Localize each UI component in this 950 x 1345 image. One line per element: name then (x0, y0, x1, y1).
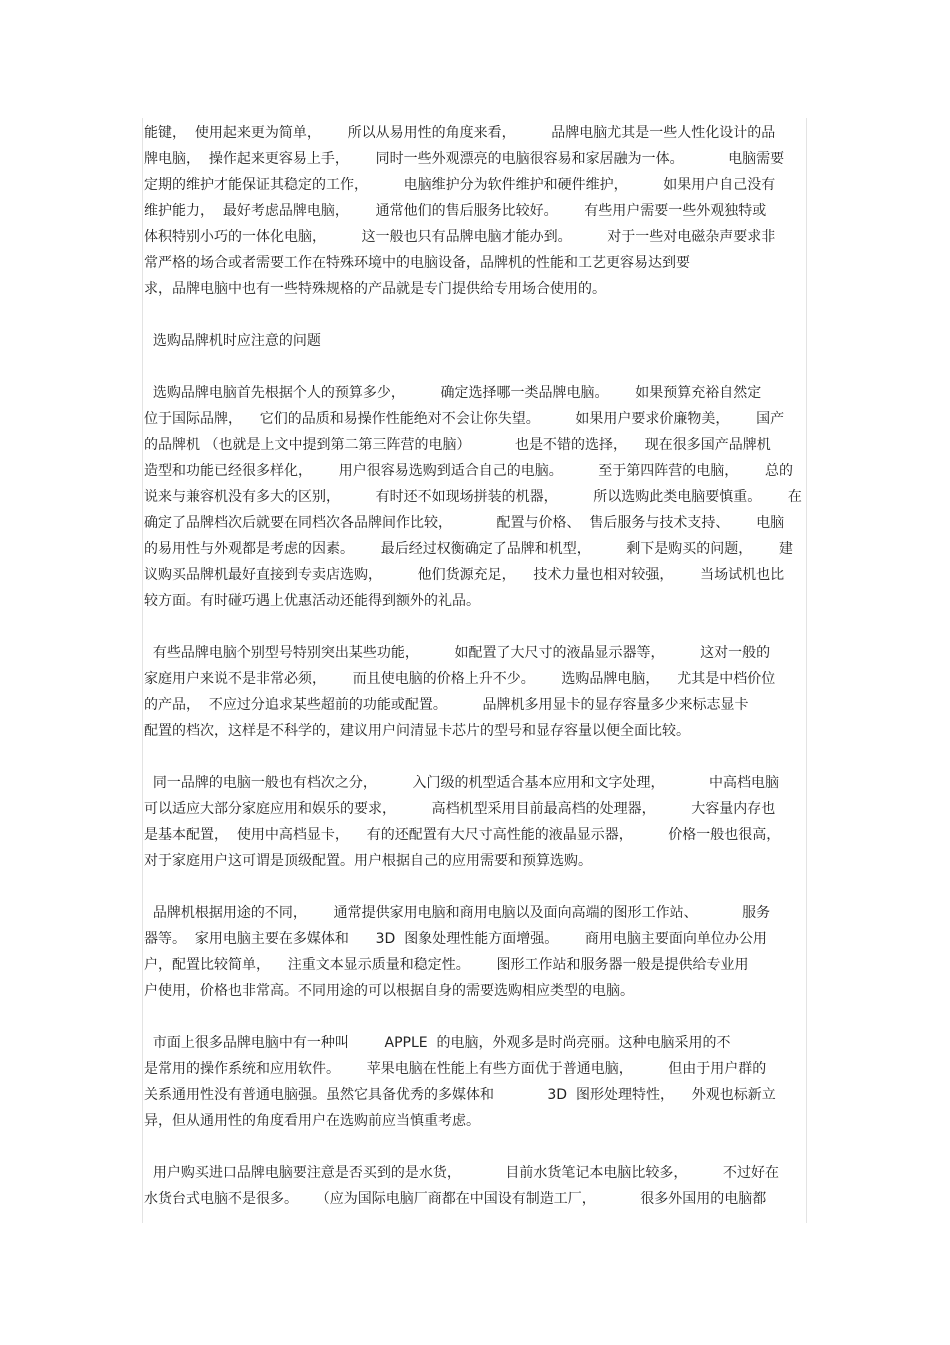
text-line: 是基本配置， 使用中高档显卡， 有的还配置有大尺寸高性能的液晶显示器， 价格一般也很高， (144, 827, 781, 843)
paragraph (144, 770, 804, 874)
page-right-border (806, 118, 807, 1223)
text-line: 家庭用户来说不是非常必须， 而且使电脑的价格上升不少。 选购品牌电脑， 尤其是中档价位 (144, 671, 776, 687)
text-line: 位于国际品牌， 它们的品质和易操作性能绝对不会让你失望。 如果用户要求价廉物美， 国产 (144, 411, 785, 427)
paragraph-spacer (144, 614, 804, 640)
paragraph-spacer (144, 1004, 804, 1030)
document-body (144, 120, 804, 1212)
paragraph (144, 120, 804, 302)
text-line: 造型和功能已经很多样化， 用户很容易选购到适合自己的电脑。 至于第四阵营的电脑， 总的 (144, 463, 794, 479)
section-heading (144, 328, 804, 354)
text-line: 维护能力， 最好考虑品牌电脑， 通常他们的售后服务比较好。 有些用户需要一些外观独特或 (144, 203, 767, 219)
paragraph-spacer (144, 354, 804, 380)
text-line: 选购品牌机时应注意的问题 (144, 333, 321, 349)
text-line: 对于家庭用户这可谓是顶级配置。用户根据自己的应用需要和预算选购。 (144, 853, 592, 869)
text-line: 品牌机根据用途的不同， 通常提供家用电脑和商用电脑以及面向高端的图形工作站、 服务 (144, 905, 771, 921)
text-line: 议购买品牌机最好直接到专卖店选购， 他们货源充足， 技术力量也相对较强， 当场试机也比 (144, 567, 785, 583)
text-line: 器等。 家用电脑主要在多媒体和 3D 图象处理性能方面增强。 商用电脑主要面向单位办公用 (144, 931, 767, 947)
text-line: 同一品牌的电脑一般也有档次之分， 入门级的机型适合基本应用和文字处理， 中高档电脑 (144, 775, 780, 791)
paragraph (144, 1160, 804, 1212)
paragraph (144, 900, 804, 1004)
text-line: 说来与兼容机没有多大的区别， 有时还不如现场拼装的机器， 所以选购此类电脑要慎重。 在 (144, 489, 802, 505)
text-line: 配置的档次，这样是不科学的，建议用户问清显卡芯片的型号和显存容量以便全面比较。 (144, 723, 690, 739)
paragraph-spacer (144, 302, 804, 328)
text-line: 市面上很多品牌电脑中有一种叫 APPLE 的电脑，外观多是时尚亮丽。这种电脑采用的不 (144, 1035, 731, 1051)
text-line: 用户购买进口品牌电脑要注意是否买到的是水货， 目前水货笔记本电脑比较多， 不过好在 (144, 1165, 780, 1181)
text-line: 可以适应大部分家庭应用和娱乐的要求， 高档机型采用目前最高档的处理器， 大容量内存也 (144, 801, 776, 817)
text-line: 确定了品牌档次后就要在同档次各品牌间作比较， 配置与价格、 售后服务与技术支持、 电脑 (144, 515, 785, 531)
page-left-border (142, 118, 143, 1223)
text-line: 常严格的场合或者需要工作在特殊环境中的电脑设备，品牌机的性能和工艺更容易达到要 (144, 255, 690, 271)
text-line: 牌电脑， 操作起来更容易上手， 同时一些外观漂亮的电脑很容易和家居融为一体。 电脑需要 (144, 151, 785, 167)
text-line: 关系通用性没有普通电脑强。虽然它具备优秀的多媒体和 3D 图形处理特性， 外观也标新立 (144, 1087, 776, 1103)
paragraph-spacer (144, 1134, 804, 1160)
text-line: 户，配置比较简单， 注重文本显示质量和稳定性。 图形工作站和服务器一般是提供给专业用 (144, 957, 749, 973)
text-line: 求，品牌电脑中也有一些特殊规格的产品就是专门提供给专用场合使用的。 (144, 281, 606, 297)
text-line: 是常用的操作系统和应用软件。 苹果电脑在性能上有些方面优于普通电脑， 但由于用户群的 (144, 1061, 767, 1077)
text-line: 体积特别小巧的一体化电脑， 这一般也只有品牌电脑才能办到。 对于一些对电磁杂声要求非 (144, 229, 776, 245)
paragraph-spacer (144, 744, 804, 770)
text-line: 选购品牌电脑首先根据个人的预算多少， 确定选择哪一类品牌电脑。 如果预算充裕自然定 (144, 385, 762, 401)
paragraph (144, 640, 804, 744)
text-line: 异，但从通用性的角度看用户在选购前应当慎重考虑。 (144, 1113, 480, 1129)
paragraph (144, 380, 804, 614)
text-line: 定期的维护才能保证其稳定的工作， 电脑维护分为软件维护和硬件维护， 如果用户自己没有 (144, 177, 776, 193)
text-line: 的产品， 不应过分追求某些超前的功能或配置。 品牌机多用显卡的显存容量多少来标志显卡 (144, 697, 749, 713)
text-line: 有些品牌电脑个别型号特别突出某些功能， 如配置了大尺寸的液晶显示器等， 这对一般的 (144, 645, 771, 661)
paragraph (144, 1030, 804, 1134)
text-line: 户使用，价格也非常高。不同用途的可以根据自身的需要选购相应类型的电脑。 (144, 983, 634, 999)
paragraph-spacer (144, 874, 804, 900)
text-line: 的品牌机 （也就是上文中提到第二第三阵营的电脑） 也是不错的选择， 现在很多国产品牌机 (144, 437, 771, 453)
text-line: 较方面。有时碰巧遇上优惠活动还能得到额外的礼品。 (144, 593, 480, 609)
text-line: 水货台式电脑不是很多。 （应为国际电脑厂商都在中国设有制造工厂， 很多外国用的电脑都 (144, 1191, 767, 1207)
text-line: 能键， 使用起来更为简单， 所以从易用性的角度来看， 品牌电脑尤其是一些人性化设计的品 (144, 125, 776, 141)
text-line: 的易用性与外观都是考虑的因素。 最后经过权衡确定了品牌和机型， 剩下是购买的问题， 建 (144, 541, 794, 557)
